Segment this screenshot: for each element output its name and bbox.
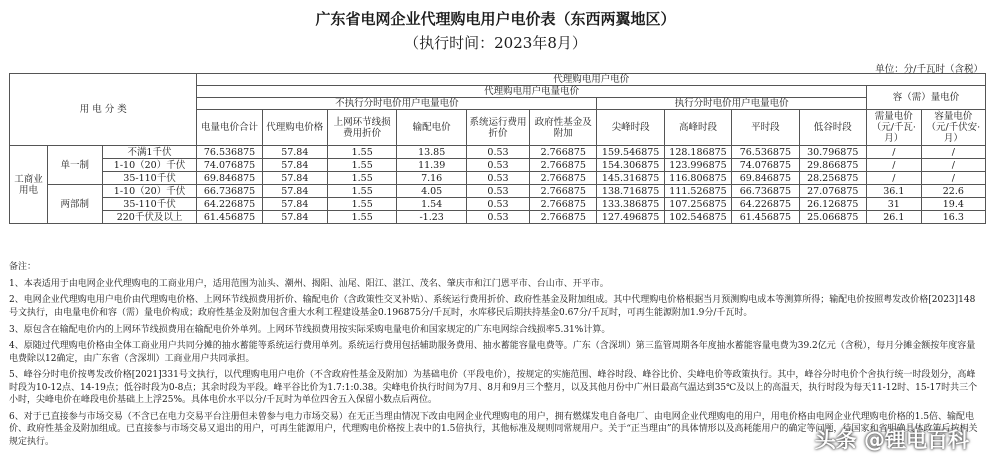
table-cell: 57.84 (262, 172, 327, 185)
table-cell: 35-110千伏 (102, 172, 197, 185)
table-cell: / (866, 172, 921, 185)
col-header: 尖峰时段 (597, 110, 664, 146)
watermark-text: 头条 @锂电百科 (814, 428, 969, 452)
table-cell: 66.736875 (732, 185, 799, 198)
table-cell: 69.846875 (197, 172, 262, 185)
table-cell: 57.84 (262, 211, 327, 224)
table-row (10, 211, 986, 224)
header-agency-energy: 代理购电用户电量电价 (197, 86, 867, 98)
table-cell: 25.066875 (799, 211, 866, 224)
col-header: 系统运行费用折价 (466, 110, 529, 146)
table-cell: 26.1 (866, 211, 921, 224)
note-item: 4、原随过代理购电价格由全体工商业用户共同分摊的抽水蓄能等系统运行费用单列。系统运行费用包括辅助服务费用、抽水蓄能容量电费等。广东（含深圳）第三监管周期各年度抽水蓄能容量电费为39.2亿元（含税），每月分摊金额按年度容量电费除以12确定，由广东省（含深圳）工商业用户共同承担。 (9, 341, 976, 364)
table-cell: 57.84 (262, 146, 327, 159)
table-row (10, 185, 986, 198)
unit-label: 单位：分/千瓦时（含税） (875, 64, 983, 75)
table-cell: 107.256875 (664, 198, 731, 211)
table-cell: 11.39 (397, 159, 466, 172)
table-row (10, 198, 986, 211)
table-cell: 0.53 (466, 198, 529, 211)
table-cell: 31 (866, 198, 921, 211)
table-cell: 36.1 (866, 185, 921, 198)
table-row (10, 172, 986, 185)
table-cell: 76.536875 (732, 146, 799, 159)
col-header: 代理购电价格 (262, 110, 327, 146)
table-cell: 13.85 (397, 146, 466, 159)
col-header: 高峰时段 (664, 110, 731, 146)
table-cell: 64.226875 (197, 198, 262, 211)
col-header: 容量电价（元/千伏安·月） (921, 110, 985, 146)
table-cell: 61.456875 (197, 211, 262, 224)
table-cell: 1-10（20）千伏 (102, 185, 197, 198)
table-cell: 2.766875 (530, 159, 597, 172)
table-cell: 2.766875 (530, 198, 597, 211)
table-cell: 111.526875 (664, 185, 731, 198)
table-cell: 1.55 (327, 146, 396, 159)
col-header: 低谷时段 (799, 110, 866, 146)
table-cell: 35-110千伏 (102, 198, 197, 211)
table-cell: 26.126875 (799, 198, 866, 211)
table-cell: 2.766875 (530, 185, 597, 198)
table-cell: 57.84 (262, 185, 327, 198)
table-cell: 2.766875 (530, 172, 597, 185)
table-cell: 16.3 (921, 211, 985, 224)
table-cell: / (921, 172, 985, 185)
table-cell: 30.796875 (799, 146, 866, 159)
table-cell: 74.076875 (732, 159, 799, 172)
col-header: 上网环节线损费用折价 (327, 110, 396, 146)
table-cell: 116.806875 (664, 172, 731, 185)
group-single: 单一制 (47, 146, 102, 185)
table-cell: / (866, 146, 921, 159)
note-item: 3、原包含在输配电价内的上网环节线损费用在输配电价外单列。上网环节线损费用按实际采购电量电价和国家规定的广东电网综合线损率5.31%计算。 (9, 324, 611, 335)
notes-heading: 备注： (9, 262, 37, 272)
table-cell: 123.996875 (664, 159, 731, 172)
table-cell: 1-10（20）千伏 (102, 159, 197, 172)
table-cell: 28.256875 (799, 172, 866, 185)
table-cell: 159.546875 (597, 146, 664, 159)
table-cell: 0.53 (466, 159, 529, 172)
table-cell: 69.846875 (732, 172, 799, 185)
table-cell: 4.05 (397, 185, 466, 198)
table-cell: 7.16 (397, 172, 466, 185)
table-cell: 1.54 (397, 198, 466, 211)
note-item: 1、本表适用于由电网企业代理购电的工商业用户，适用范围为汕头、潮州、揭阳、汕尾、阳江、湛江、茂名、肇庆市和江门恩平市、台山市、开平市。 (9, 278, 609, 289)
col-header: 平时段 (732, 110, 799, 146)
table-cell: 19.4 (921, 198, 985, 211)
table-cell: / (921, 159, 985, 172)
table-cell: 74.076875 (197, 159, 262, 172)
table-cell: 1.55 (327, 185, 396, 198)
table-cell: 1.55 (327, 159, 396, 172)
table-cell: 64.226875 (732, 198, 799, 211)
table-cell: 145.316875 (597, 172, 664, 185)
table-cell: 61.456875 (732, 211, 799, 224)
header-tou: 执行分时电价用户电量电价 (597, 98, 867, 110)
table-cell: -1.23 (397, 211, 466, 224)
col-header: 电量电价合计 (197, 110, 262, 146)
group-industry: 工商业用电 (10, 146, 48, 224)
header-usage-class: 用 电 分 类 (10, 74, 197, 146)
table-cell: 0.53 (466, 185, 529, 198)
table-cell: 22.6 (921, 185, 985, 198)
col-header: 输配电价 (397, 110, 466, 146)
watermark (815, 424, 969, 454)
table-cell: 0.53 (466, 172, 529, 185)
table-cell: 57.84 (262, 198, 327, 211)
table-cell: / (921, 146, 985, 159)
table-cell: 127.496875 (597, 211, 664, 224)
table-cell: 1.55 (327, 198, 396, 211)
table-cell: 66.736875 (197, 185, 262, 198)
group-two-part: 两部制 (47, 185, 102, 224)
table-row (10, 146, 986, 159)
table-cell: 76.536875 (197, 146, 262, 159)
header-non-tou: 不执行分时电价用户电量电价 (197, 98, 597, 110)
table-cell: 不满1千伏 (102, 146, 197, 159)
note-item: 6、对于已直接参与市场交易（不含已在电力交易平台注册但未曾参与电力市场交易）在无正当理由情况下改由电网企业代理购电的用户，拥有燃煤发电自备电厂、由电网企业代理购电的用户，用电价格由电网企业代理购电价格的1.5倍、输配电价、政府性基金及附加组成。已直接参与市场交易又退出的用户，可再生能源用户，代理购电价格按上表中的1.5倍执行，其他标准及规则同常规用户。关于“正当理由”的具体情形以及高耗能用户的确定等问题，待国家和省明确具体政策后按相关规定执行。 (9, 411, 978, 447)
table-cell: 2.766875 (530, 211, 597, 224)
page-subtitle: （执行时间：2023年8月） (404, 34, 587, 52)
table-cell: 154.306875 (597, 159, 664, 172)
table-cell: 220千伏及以上 (102, 211, 197, 224)
table-cell: 0.53 (466, 146, 529, 159)
table-cell: 102.546875 (664, 211, 731, 224)
col-header: 政府性基金及附加 (530, 110, 597, 146)
table-cell: / (866, 159, 921, 172)
header-agency-price: 代理购电用户电价 (197, 74, 986, 86)
table-cell: 2.766875 (530, 146, 597, 159)
table-cell: 57.84 (262, 159, 327, 172)
header-capacity: 容（需）量电价 (866, 86, 985, 110)
table-row (10, 159, 986, 172)
table-cell: 128.186875 (664, 146, 731, 159)
table-cell: 1.55 (327, 172, 396, 185)
price-table (9, 73, 986, 224)
table-cell: 0.53 (466, 211, 529, 224)
table-cell: 29.866875 (799, 159, 866, 172)
note-item: 5、峰谷分时电价按粤发改价格[2021]331号文执行，以代理购电用户电价（不含政府性基金及附加）为基础电价（平段电价），按规定的实施范围、峰谷时段、峰谷比价、尖峰电价等政策执行。其中，峰谷分时电价个舍执行统一时段划分，高峰时段为10-12点、14-19点；低谷时段为0-8点；其余时段为平段。峰平谷比价为1.7:1:0.38。尖峰电价执行时间为7月、8月和9月三个整月，以及其他月份中广州日最高气温达到35℃及以上的高温天，执行时段为每天11-12时、15-17时共三个小时，尖峰电价在峰段电价基础上上浮25%。具体电价水平以分/千瓦时为单位四舍五入保留小数点后两位。 (9, 370, 978, 406)
col-header: 需量电价（元/千瓦·月） (866, 110, 921, 146)
table-cell: 1.55 (327, 211, 396, 224)
table-cell: 27.076875 (799, 185, 866, 198)
page-title: 广东省电网企业代理购电用户电价表（东西两翼地区） (315, 10, 676, 28)
note-item: 2、电网企业代理购电用户电价由代理购电价格、上网环节线损费用折价、输配电价（含政策性交叉补贴）、系统运行费用折价、政府性基金及附加组成。其中代理购电价格根据当月预测购电成本等测算所得；输配电价按照粤发改价格[2023]148号文执行，由电量电价和容（需）量电价构成；政府性基金及附加包含重大水利工程建设基金0.196875分/千瓦时，水库移民后期扶持基金0.67分/千瓦时，可再生能源附加1.9分/千瓦时。 (9, 295, 976, 318)
table-cell: 133.386875 (597, 198, 664, 211)
table-cell: 138.716875 (597, 185, 664, 198)
